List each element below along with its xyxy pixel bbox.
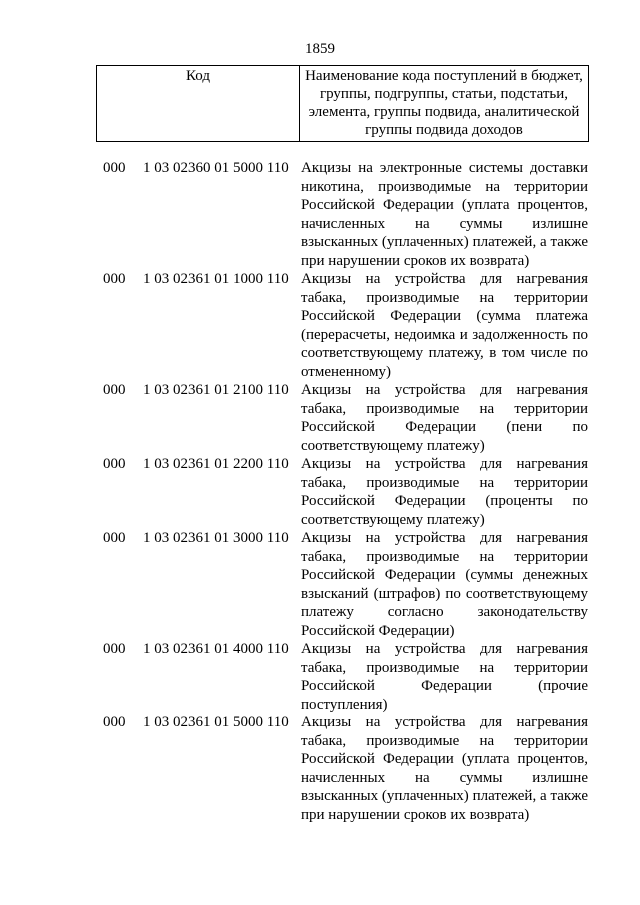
admin-code: 000 bbox=[103, 271, 126, 287]
admin-code: 000 bbox=[103, 714, 126, 730]
income-code: 1 03 02361 01 2100 110 bbox=[143, 382, 289, 398]
income-name: Акцизы на устройства для нагревания табака, производимые на территории Российской Федерации (прочие поступления) bbox=[301, 641, 588, 713]
table-header bbox=[96, 65, 589, 142]
income-code: 1 03 02361 01 1000 110 bbox=[143, 271, 289, 287]
income-name: Акцизы на устройства для нагревания табака, производимые на территории Российской Федерации (суммы денежных взысканий (штрафов) по соответствующему платежу согласно законодательству Российской Федерации) bbox=[301, 530, 588, 639]
income-code: 1 03 02361 01 4000 110 bbox=[143, 641, 289, 657]
admin-code: 000 bbox=[103, 160, 126, 176]
admin-code: 000 bbox=[103, 641, 126, 657]
admin-code: 000 bbox=[103, 382, 126, 398]
income-code: 1 03 02361 01 2200 110 bbox=[143, 456, 289, 472]
income-name: Акцизы на устройства для нагревания табака, производимые на территории Российской Федерации (уплата процентов, начисленных на суммы излишне взысканных (уплаченных) платежей, а также при нарушении сроков их возврата) bbox=[301, 714, 588, 823]
income-code: 1 03 02361 01 5000 110 bbox=[143, 714, 289, 730]
header-code-column: Код bbox=[97, 66, 300, 141]
income-name: Акцизы на устройства для нагревания табака, производимые на территории Российской Федерации (пени по соответствующему платежу) bbox=[301, 382, 588, 454]
admin-code: 000 bbox=[103, 456, 126, 472]
admin-code: 000 bbox=[103, 530, 126, 546]
income-name: Акцизы на устройства для нагревания табака, производимые на территории Российской Федерации (проценты по соответствующему платежу) bbox=[301, 456, 588, 528]
income-name: Акцизы на устройства для нагревания табака, производимые на территории Российской Федерации (сумма платежа (перерасчеты, недоимка и задолженность по соответствующему платежу, в том числе по отмененному) bbox=[301, 271, 588, 380]
income-name: Акцизы на электронные системы доставки никотина, производимые на территории Российской Федерации (уплата процентов, начисленных на суммы излишне взысканных (уплаченных) платежей, а также при нарушении сроков их возврата) bbox=[301, 160, 588, 269]
header-name-column: Наименование кода поступлений в бюджет, группы, подгруппы, статьи, подстатьи, элемента, группы подвида, аналитической группы подвида доходов bbox=[305, 68, 583, 138]
page-number: 1859 bbox=[305, 41, 335, 57]
income-code: 1 03 02360 01 5000 110 bbox=[143, 160, 289, 176]
income-code: 1 03 02361 01 3000 110 bbox=[143, 530, 289, 546]
